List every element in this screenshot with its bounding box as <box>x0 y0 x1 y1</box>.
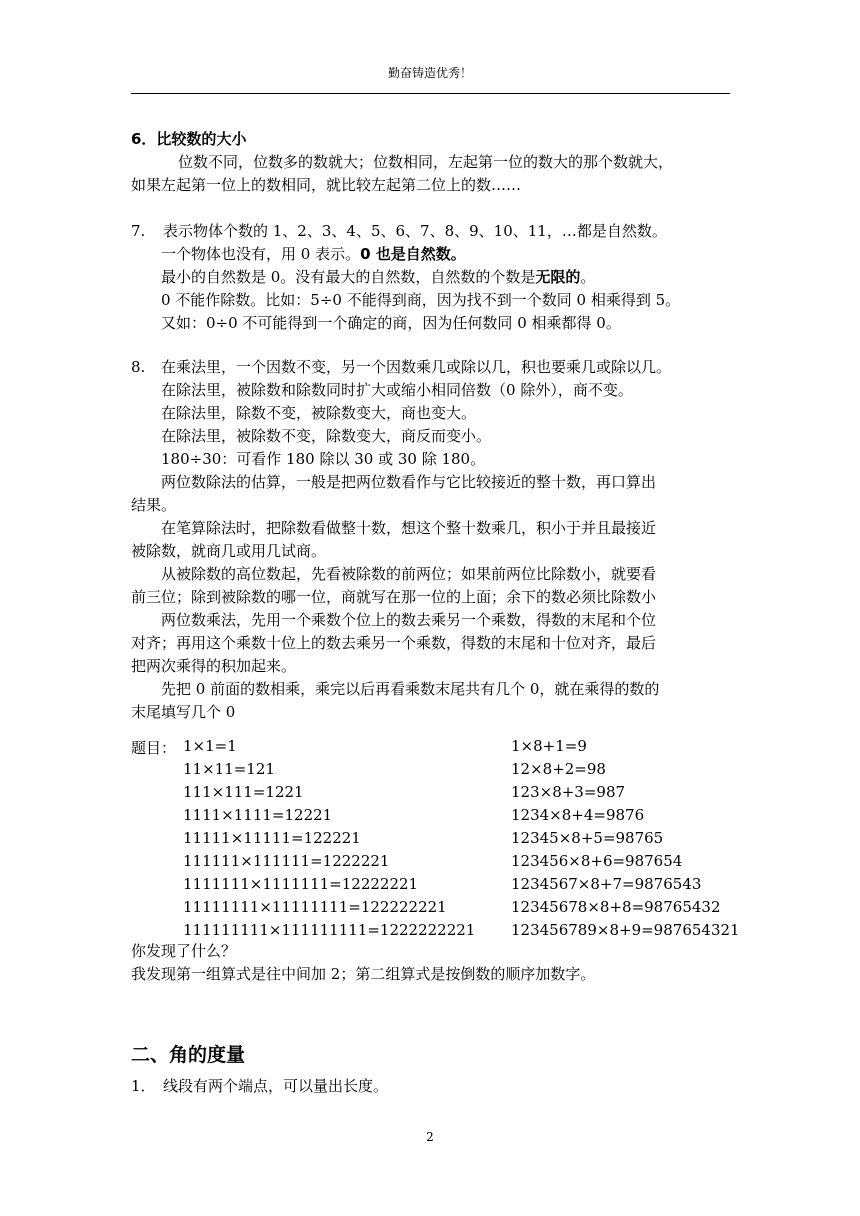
right-equation: 123×8+3=987 <box>511 783 626 801</box>
left-equation: 11111111×11111111=122222221 <box>183 898 447 916</box>
page-header: 勤奋铸造优秀！ <box>387 66 472 80</box>
section8-line: 结果。 <box>131 496 177 514</box>
section8-line: 在乘法里，一个因数不变，另一个因数乘几或除以几，积也要乘几或除以几。 <box>161 358 672 376</box>
section7-line4: 0 不能作除数。比如：5÷0 不能得到商，因为找不到一个数同 0 相乘得到 5。 <box>161 291 681 309</box>
section8-line: 在除法里，被除数和除数同时扩大或缩小相同倍数（0 除外），商不变。 <box>161 381 633 399</box>
section8-line: 末尾填写几个 0 <box>131 703 236 721</box>
section7-number: 7. <box>131 222 146 240</box>
section8-line: 从被除数的高位数起，先看被除数的前两位；如果前两位比除数小，就要看 <box>161 565 657 583</box>
right-equation: 1234×8+4=9876 <box>511 806 645 824</box>
section8-line: 在笔算除法时，把除数看做整十数，想这个整十数乘几，积小于并且最接近 <box>161 519 657 537</box>
section6-line1: 位数不同，位数多的数就大；位数相同，左起第一位的数大的那个数就大， <box>178 153 674 171</box>
left-equation: 11111×11111=122221 <box>183 829 361 847</box>
section8-line: 两位数乘法，先用一个乘数个位上的数去乘另一个乘数，得数的末尾和个位 <box>161 611 657 629</box>
section7-line3-bold: 无限的 <box>535 268 581 286</box>
section6-title: 6．比较数的大小 <box>131 130 247 148</box>
section7-line2-text: 一个物体也没有，用 0 表示。 <box>161 245 361 263</box>
section8-number: 8. <box>131 358 146 376</box>
section6-line2: 如果左起第一位上的数相同，就比较左起第二位上的数…… <box>131 176 522 194</box>
section8-line: 先把 0 前面的数相乘，乘完以后再看乘数末尾共有几个 0，就在乘得的数的 <box>161 680 660 698</box>
section7-line2 <box>161 243 466 265</box>
right-equation: 1234567×8+7=9876543 <box>511 875 702 893</box>
section8-line: 被除数，就商几或用几试商。 <box>131 542 327 560</box>
header-rule <box>131 93 730 94</box>
section7-line2-bold: 0 也是自然数。 <box>360 245 466 263</box>
problems-answer: 我发现第一组算式是往中间加 2；第二组算式是按倒数的顺序加数字。 <box>131 965 596 983</box>
section7-line3-end: 。 <box>580 268 596 286</box>
right-equation: 1×8+1=9 <box>511 737 587 755</box>
page-number: 2 <box>426 1130 434 1144</box>
left-equation: 1111×1111=12221 <box>183 806 333 824</box>
section8-line: 在除法里，被除数不变，除数变大，商反而变小。 <box>161 427 492 445</box>
right-equation: 12345×8+5=98765 <box>511 829 664 847</box>
section8-line: 把两次乘得的积加起来。 <box>131 657 297 675</box>
section-angle-item1: 1． 线段有两个端点，可以量出长度。 <box>131 1077 389 1095</box>
section8-line: 对齐；再用这个乘数十位上的数去乘另一个乘数，得数的末尾和十位对齐，最后 <box>131 634 657 652</box>
section8-line: 前三位；除到被除数的哪一位，商就写在那一位的上面；余下的数必须比除数小 <box>131 588 657 606</box>
right-equation: 123456789×8+9=987654321 <box>511 921 740 939</box>
right-equation: 12×8+2=98 <box>511 760 606 778</box>
section8-line: 180÷30：可看作 180 除以 30 或 30 除 180。 <box>161 450 486 468</box>
left-equation: 1111111×1111111=12222221 <box>183 875 419 893</box>
problems-label: 题目： <box>131 739 177 757</box>
section7-line3-text: 最小的自然数是 0。没有最大的自然数，自然数的个数是 <box>161 268 536 286</box>
section8-line: 两位数除法的估算，一般是把两位数看作与它比较接近的整十数，再口算出 <box>161 473 657 491</box>
problems-question: 你发现了什么？ <box>131 942 237 960</box>
section-angle-title: 二、角的度量 <box>131 1044 246 1066</box>
left-equation: 111111111×111111111=1222222221 <box>183 921 476 939</box>
left-equation: 111111×111111=1222221 <box>183 852 390 870</box>
section7-line1: 表示物体个数的 1、2、3、4、5、6、7、8、9、10、11，…都是自然数。 <box>163 222 667 240</box>
section8-line: 在除法里，除数不变，被除数变大，商也变大。 <box>161 404 477 422</box>
left-equation: 111×111=1221 <box>183 783 304 801</box>
right-equation: 12345678×8+8=98765432 <box>511 898 721 916</box>
left-equation: 1×1=1 <box>183 737 237 755</box>
section7-line5: 又如：0÷0 不可能得到一个确定的商，因为任何数同 0 相乘都得 0。 <box>161 314 621 332</box>
section7-line3 <box>161 266 595 288</box>
right-equation: 123456×8+6=987654 <box>511 852 683 870</box>
left-equation: 11×11=121 <box>183 760 275 778</box>
